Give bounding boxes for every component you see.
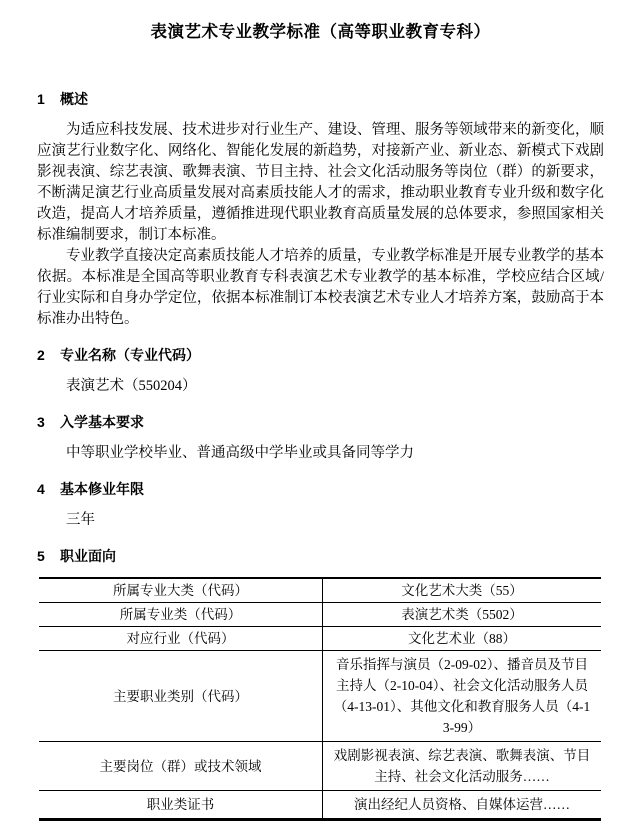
section-number: 2 [37, 347, 45, 363]
table-cell-value: 戏剧影视表演、综艺表演、歌舞表演、节目主持、社会文化活动服务…… [323, 742, 602, 791]
table-cell-label: 职业类证书 [39, 791, 323, 820]
section-heading-career-orientation [37, 547, 604, 565]
section-title: 概述 [60, 91, 88, 107]
section-heading-overview [37, 90, 604, 108]
section-number: 5 [37, 548, 45, 564]
section-title: 专业名称（专业代码） [60, 347, 200, 363]
section-heading-entry-requirements [37, 413, 604, 431]
table-cell-value: 演出经纪人员资格、自媒体运营…… [323, 791, 602, 820]
section-heading-major-name [37, 346, 604, 364]
table-row-industry [39, 627, 601, 651]
table-cell-value: 音乐指挥与演员（2-09-02）、播音员及节目主持人（2-10-04）、社会文化活动服务人员（4-13-01）、其他文化和教育服务人员（4-13-99） [323, 651, 602, 742]
table-row-main-posts [39, 742, 601, 791]
overview-paragraph-2: 专业教学直接决定高素质技能人才培养的质量，专业教学标准是开展专业教学的基本依据。本标准是全国高等职业教育专科表演艺术专业教学的基本标准，学校应结合区域/行业实际和自身办学定位，依据本标准制订本校表演艺术专业人才培养方案，鼓励高于本标准办出特色。 [37, 248, 604, 327]
section-title: 基本修业年限 [60, 481, 144, 497]
section-title: 职业面向 [60, 548, 116, 564]
table-row-occupation-categories [39, 651, 601, 742]
section-number: 1 [37, 91, 45, 107]
document-title: 表演艺术专业教学标准（高等职业教育专科） [150, 23, 491, 41]
overview-paragraph-1: 为适应科技发展、技术进步对行业生产、建设、管理、服务等领域带来的新变化，顺应演艺行业数字化、网络化、智能化发展的新趋势，对接新产业、新业态、新模式下戏剧影视表演、综艺表演、歌舞表演、节目主持、社会文化活动服务等岗位（群）的新要求，不断满足演艺行业高质量发展对高素质技能人才的需求，推动职业教育专业升级和数字化改造，提高人才培养质量，遵循推进现代职业教育高质量发展的总体要求，参照国家相关标准编制要求，制订本标准。 [37, 122, 604, 243]
section-title: 入学基本要求 [60, 414, 144, 430]
study-duration-value: 三年 [66, 512, 95, 528]
table-cell-value: 文化艺术业（88） [323, 627, 602, 651]
table-row-major-class [39, 603, 601, 627]
table-cell-label: 所属专业类（代码） [39, 603, 323, 627]
table-row-major-category [39, 578, 601, 603]
table-cell-label: 对应行业（代码） [39, 627, 323, 651]
career-orientation-table [39, 577, 601, 821]
table-cell-label: 主要岗位（群）或技术领域 [39, 742, 323, 791]
section-heading-study-duration [37, 480, 604, 498]
table-cell-value: 文化艺术大类（55） [401, 583, 523, 598]
table-cell-value: 表演艺术类（5502） [323, 603, 602, 627]
table-row-certificates [39, 791, 601, 820]
section-number: 4 [37, 481, 45, 497]
entry-requirements-value: 中等职业学校毕业、普通高级中学毕业或具备同等学力 [66, 445, 414, 461]
table-cell-label: 所属专业大类（代码） [39, 578, 323, 603]
table-cell-label: 主要职业类别（代码） [39, 651, 323, 742]
section-number: 3 [37, 414, 45, 430]
major-name-value: 表演艺术（550204） [66, 378, 197, 394]
